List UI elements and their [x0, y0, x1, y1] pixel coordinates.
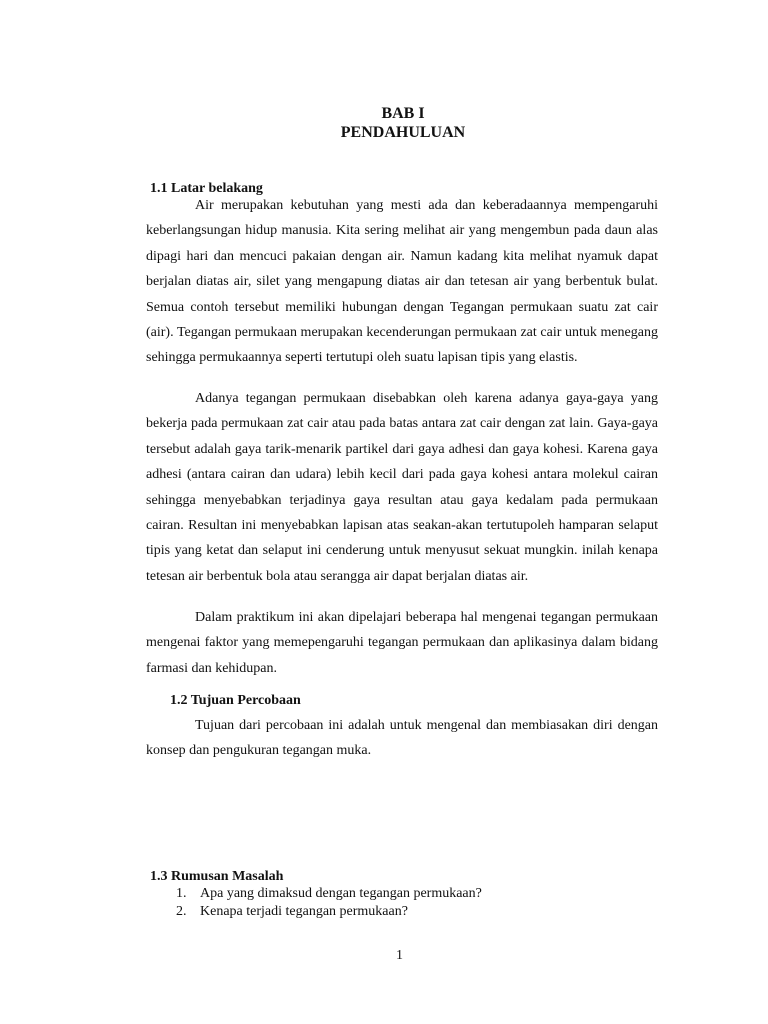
page-number: 1 [396, 948, 403, 963]
list-item [176, 886, 482, 902]
list-item [176, 904, 408, 920]
section-heading-rumusan: 1.3 Rumusan Masalah [150, 869, 284, 884]
paragraph-tujuan: Tujuan dari percobaan ini adalah untuk mengenal dan membiasakan diri dengan konsep dan pengukuran tegangan muka. [146, 718, 658, 759]
section-heading-latar: 1.1 Latar belakang [150, 181, 263, 196]
list-item-number: 1. [176, 886, 187, 901]
list-item-number: 2. [176, 904, 187, 919]
chapter-title: PENDAHULUAN [340, 124, 466, 141]
section-heading-tujuan: 1.2 Tujuan Percobaan [170, 693, 301, 708]
list-item-text: Kenapa terjadi tegangan permukaan? [200, 904, 408, 919]
paragraph-latar-3: Dalam praktikum ini akan dipelajari beberapa hal mengenai tegangan permukaan mengenai faktor yang memepengaruhi tegangan permukaan dan aplikasinya dalam bidang farmasi dan kehidupan. [146, 610, 658, 676]
list-item-text: Apa yang dimaksud dengan tegangan permukaan? [200, 886, 482, 901]
paragraph-latar-2: Adanya tegangan permukaan disebabkan oleh karena adanya gaya-gaya yang bekerja pada permukaan zat cair atau pada batas antara zat cair dengan zat lain. Gaya-gaya tersebut adalah gaya tarik-menarik partikel dari gaya adhesi dan gaya kohesi. Karena gaya adhesi (antara cairan dan udara) lebih kecil dari pada gaya kohesi antara molekul cairan sehingga menyebabkan terjadinya gaya resultan atau gaya kedalam pada permukaan cairan. Resultan ini menyebabkan lapisan atas seakan-akan tertutupoleh hamparan selaput tipis yang ketat dan selaput ini cenderung untuk menyusut sekuat mungkin. inilah kenapa tetesan air berbentuk bola atau serangga air dapat berjalan diatas air. [146, 391, 658, 584]
chapter-number: BAB I [381, 105, 425, 122]
paragraph-latar-1: Air merupakan kebutuhan yang mesti ada dan keberadaannya mempengaruhi keberlangsungan hidup manusia. Kita sering melihat air yang mengembun pada daun alas dipagi hari dan mencuci pakaian dengan air. Namun kadang kita melihat nyamuk dapat berjalan diatas air, silet yang mengapung diatas air dan tetesan air yang berbentuk bulat. Semua contoh tersebut memiliki hubungan dengan Tegangan permukaan suatu zat cair (air). Tegangan permukaan merupakan kecenderungan permukaan zat cair untuk menegang sehingga permukaannya seperti tertutupi oleh suatu lapisan tipis yang elastis. [146, 198, 658, 366]
